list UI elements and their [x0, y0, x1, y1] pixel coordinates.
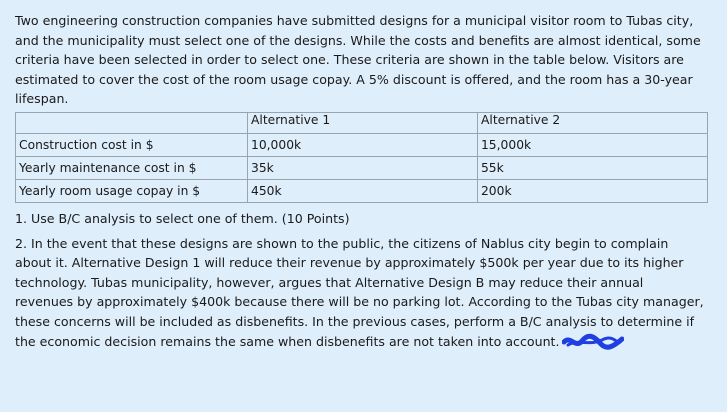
pen-scribble-icon — [562, 333, 624, 351]
table-header-cell: Alternative 2 — [477, 112, 707, 133]
table-cell: Construction cost in $ — [16, 133, 248, 156]
table-header-cell — [16, 112, 248, 133]
table-row — [16, 179, 708, 202]
question-1: 1. Use B/C analysis to select one of them. (10 Points) — [15, 210, 350, 226]
question-2-text: 2. In the event that these designs are shown to the public, the citizens of Nablus city begin to complain about it. Alternative Design 1 will reduce their revenue by approximately $500k per year due to its higher technology. Tubas municipality, however, argues that Alternative Design B may reduce their annual revenues by approximately $400k because there will be no parking lot. According to the Tubas city manager, these concerns will be included as disbenefits. In the previous cases, perform a B/C analysis to determine if the economic decision remains the same when disbenefits are not taken into account. — [15, 235, 704, 349]
question-2 — [15, 234, 705, 352]
table-cell: 200k — [477, 179, 707, 202]
table-row — [16, 156, 708, 179]
problem-intro: Two engineering construction companies have submitted designs for a municipal visitor room to Tubas city, and the municipality must select one of the designs. While the costs and benefits are almost identical, some criteria have been selected in order to select one. These criteria are shown in the table below. Visitors are estimated to cover the cost of the room usage copay. A 5% discount is offered, and the room has a 30-year lifespan. — [15, 13, 701, 107]
table-header-cell: Alternative 1 — [248, 112, 478, 133]
table-cell: 35k — [248, 156, 478, 179]
table-cell: 450k — [248, 179, 478, 202]
table-cell: Yearly maintenance cost in $ — [16, 156, 248, 179]
table-cell: Yearly room usage copay in $ — [16, 179, 248, 202]
table-cell: 55k — [477, 156, 707, 179]
table-cell: 10,000k — [248, 133, 478, 156]
criteria-table — [15, 112, 708, 203]
table-cell: 15,000k — [477, 133, 707, 156]
table-header-row — [16, 112, 708, 133]
table-row — [16, 133, 708, 156]
